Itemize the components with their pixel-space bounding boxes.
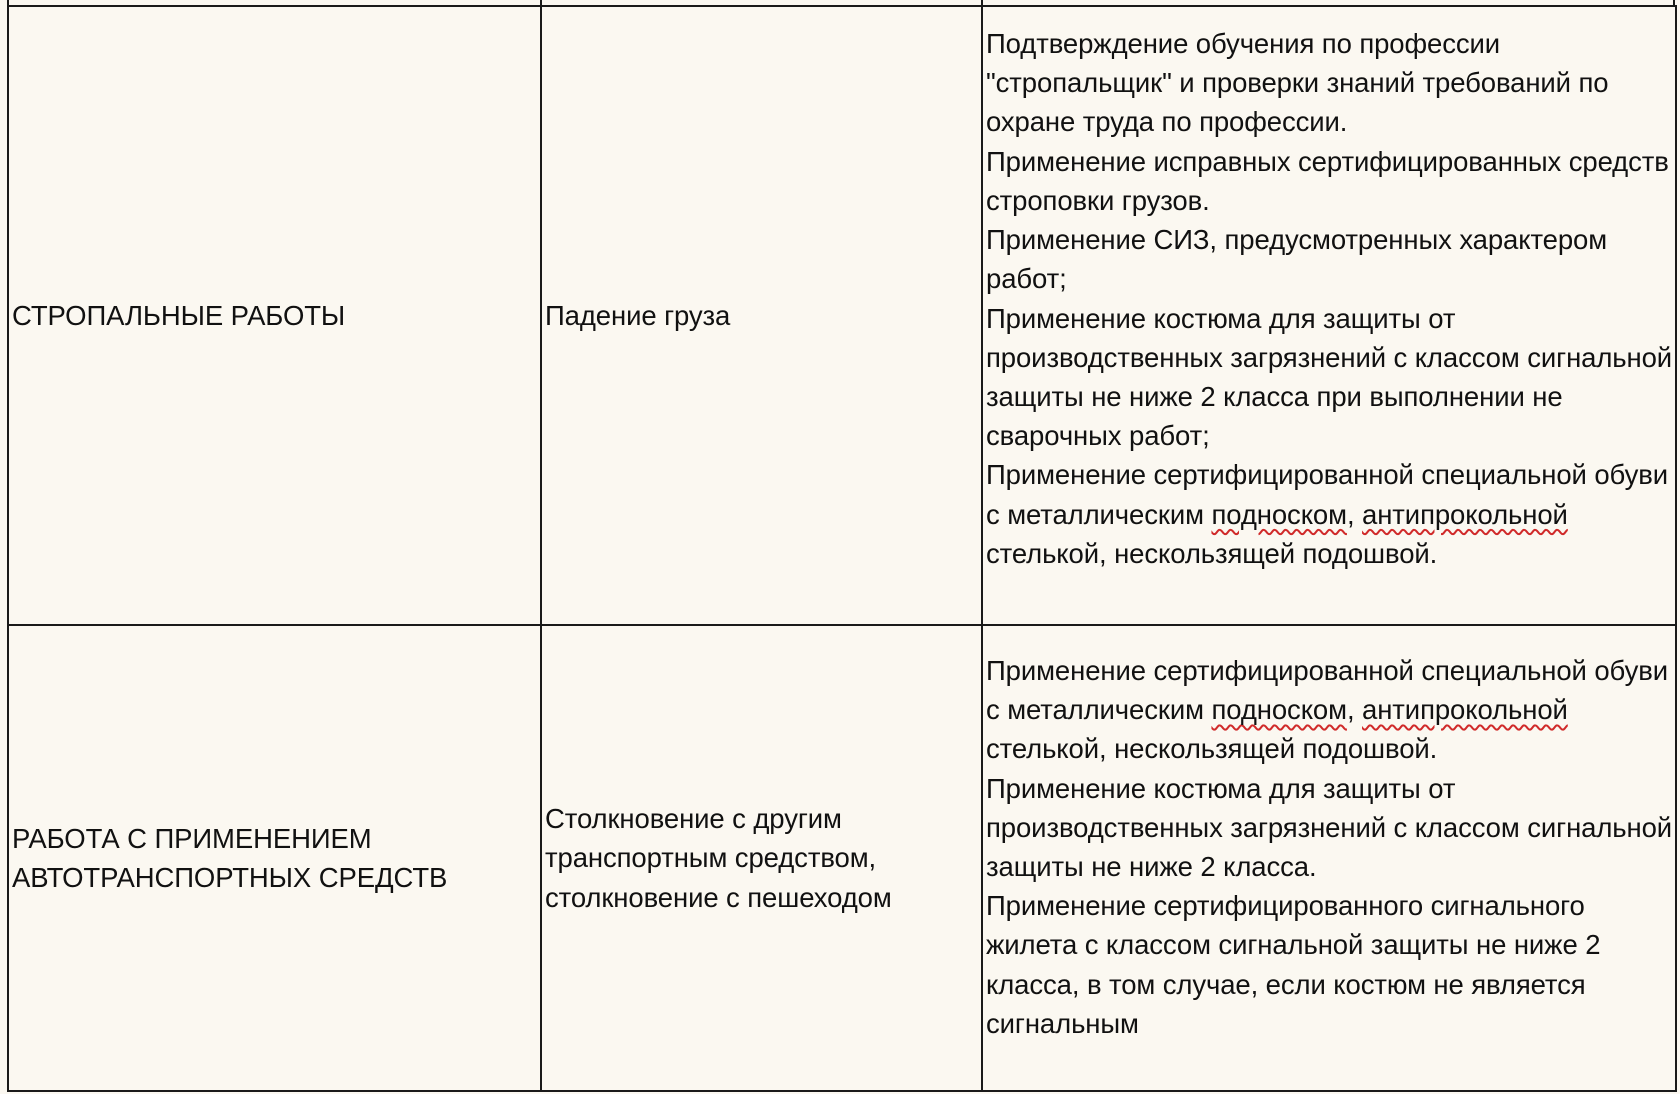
measures-cell[interactable] — [982, 625, 1676, 1091]
measure-item: Применение костюма для защиты от производственных загрязнений с классом сигнальной защиты не ниже 2 класса. — [986, 772, 1673, 882]
work-type-text: РАБОТА С ПРИМЕНЕНИЕМ АВТОТРАНСПОРТНЫХ СРЕДСТВ — [12, 822, 448, 893]
measures-list — [986, 24, 1675, 573]
measure-item: Подтверждение обучения по профессии "стропальщик" и проверки знаний требований по охране труда по профессии. — [986, 28, 1609, 138]
hazard-text: Столкновение с другим транспортным средством, столкновение с пешеходом — [545, 803, 892, 913]
work-type-cell[interactable] — [8, 625, 541, 1091]
hazard-cell[interactable] — [541, 6, 982, 625]
measure-item: Применение СИЗ, предусмотренных характером работ; — [986, 224, 1608, 295]
measure-item: Применение сертифицированной специальной обуви с металлическим подноском, антипрокольной стелькой, нескользящей подошвой. — [986, 654, 1668, 765]
table-row — [8, 6, 1676, 625]
measures-cell[interactable] — [982, 6, 1676, 625]
hazard-cell[interactable] — [541, 625, 982, 1091]
measure-item: Применение сертифицированного сигнального жилета с классом сигнальной защиты не ниже 2 класса, в том случае, если костюм не является сигнальным — [986, 890, 1601, 1039]
work-type-text: СТРОПАЛЬНЫЕ РАБОТЫ — [12, 299, 346, 331]
measure-item: Применение исправных сертифицированных средств строповки грузов. — [986, 145, 1669, 216]
risk-measures-table — [7, 5, 1677, 1092]
spellcheck-underlined-word: антипрокольной — [1362, 694, 1568, 726]
spellcheck-underlined-word: подноском — [1211, 694, 1347, 726]
work-type-cell[interactable] — [8, 6, 541, 625]
spellcheck-underlined-word: антипрокольной — [1362, 498, 1568, 530]
measures-list — [986, 651, 1675, 1043]
spellcheck-underlined-word: подноском — [1211, 498, 1347, 530]
hazard-text: Падение груза — [545, 299, 731, 331]
measure-item: Применение костюма для защиты от производственных загрязнений с классом сигнальной защиты не ниже 2 класса при выполнении не сварочных работ; — [986, 302, 1673, 452]
table-row — [8, 625, 1676, 1091]
measure-item: Применение сертифицированной специальной обуви с металлическим подноском, антипрокольной стелькой, нескользящей подошвой. — [986, 459, 1668, 569]
